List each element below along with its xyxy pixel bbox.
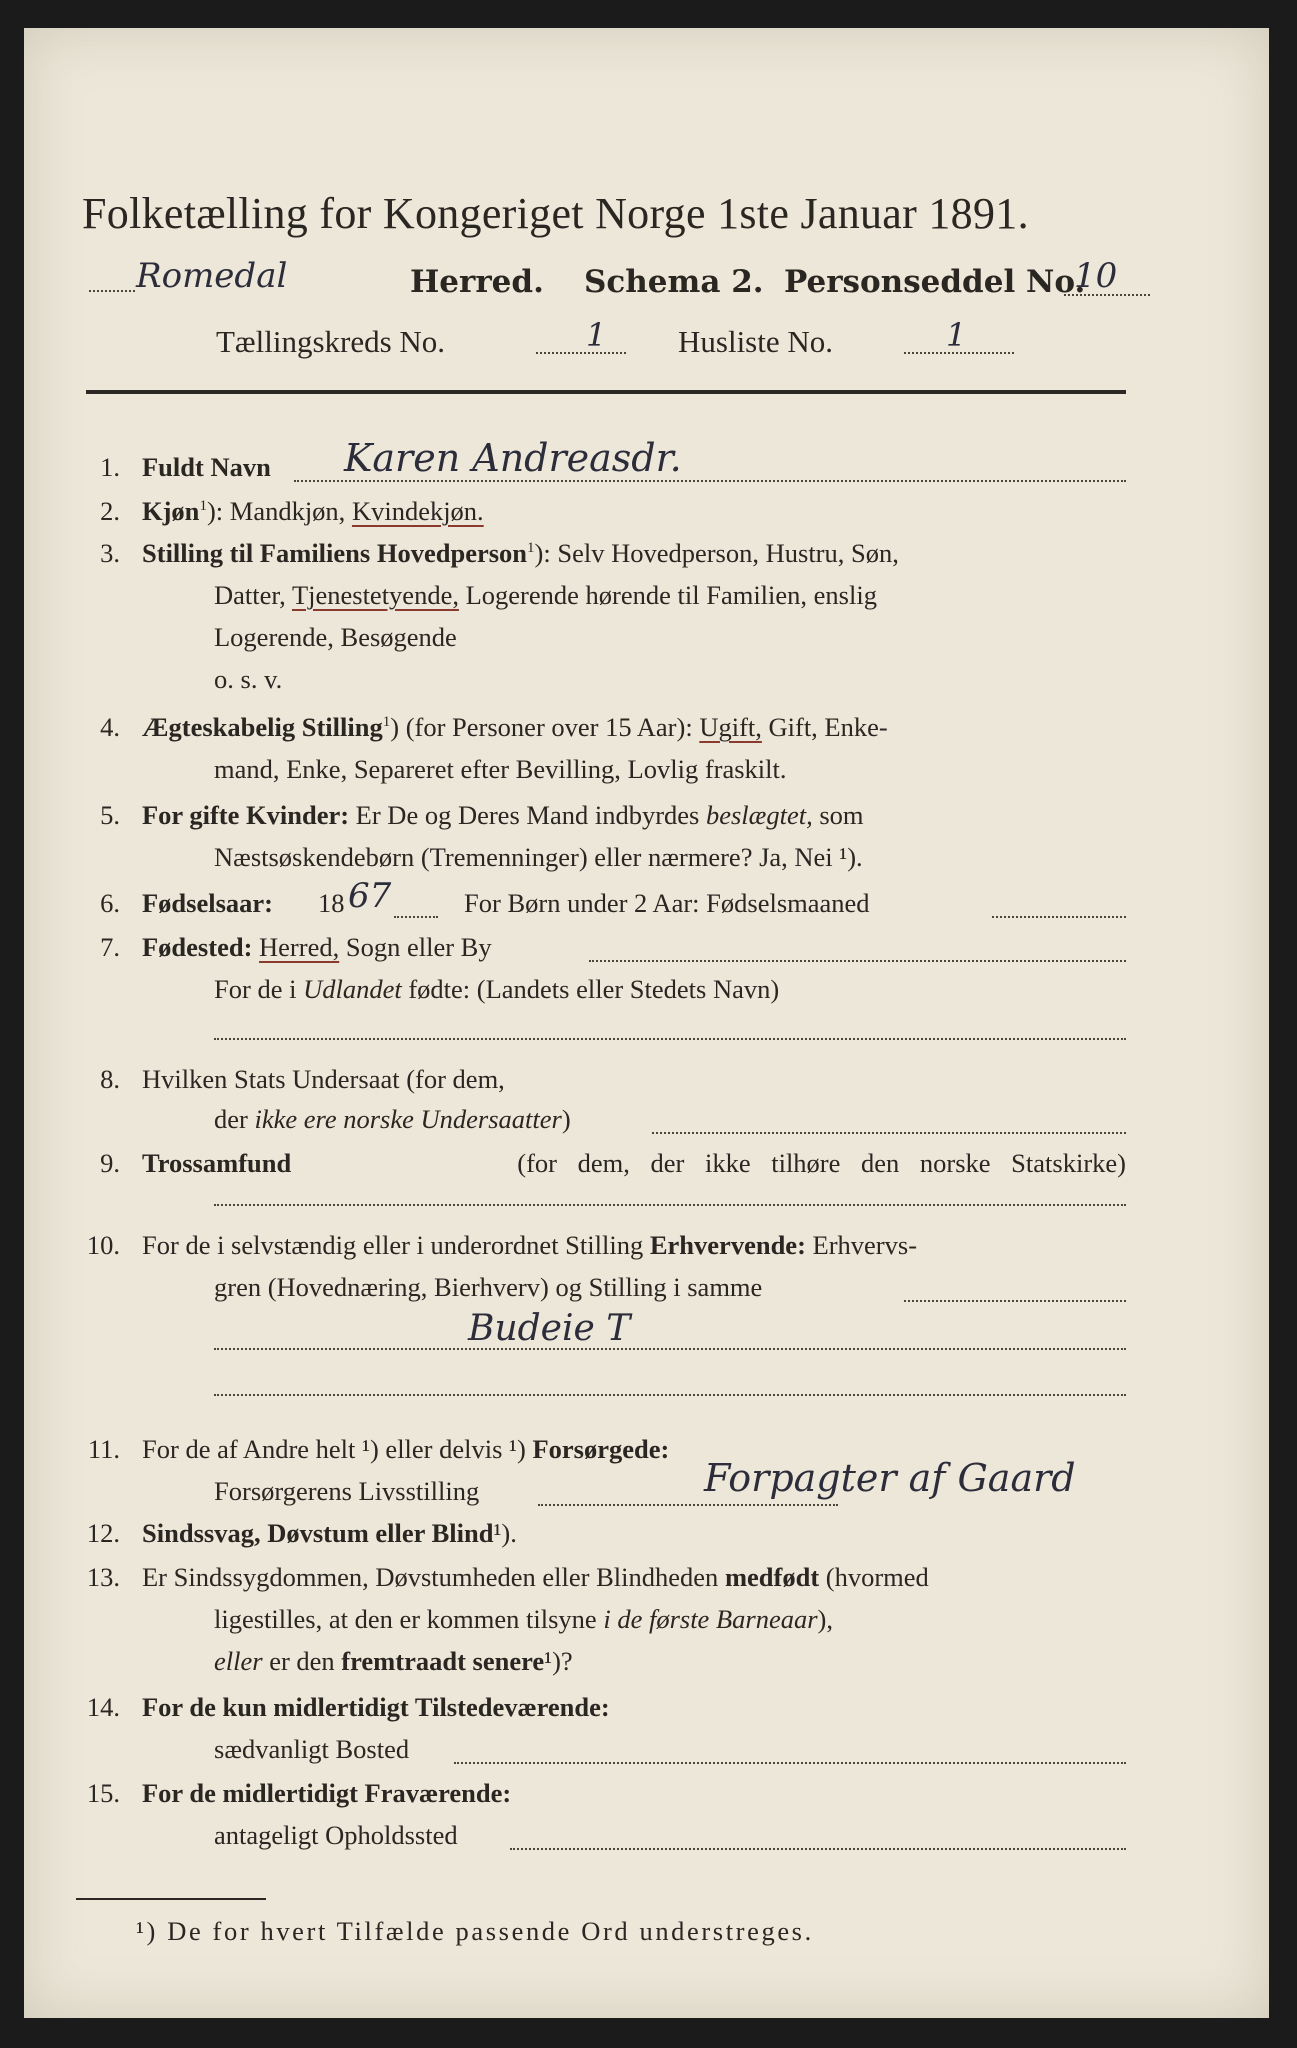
q3-line-1	[142, 538, 899, 569]
q7-number: 7.	[100, 932, 120, 962]
herred-label: Herred.	[410, 264, 544, 300]
q15-dotted-line	[510, 1848, 1126, 1850]
q2-label: Kjøn	[142, 496, 200, 526]
q8-dotted-line	[652, 1132, 1126, 1134]
personseddel-dotted-line	[1064, 294, 1150, 296]
q1-value: Karen Andreasdr.	[344, 436, 682, 480]
q4-line-1	[142, 712, 888, 743]
q14-dotted-line	[454, 1762, 1126, 1764]
q5-label: For gifte Kvinder:	[142, 800, 350, 830]
q4-line-2: mand, Enke, Separeret efter Bevilling, Lovlig fraskilt.	[214, 754, 787, 784]
q12-text: ¹).	[493, 1518, 517, 1548]
q13-text-3c: ¹)?	[544, 1646, 573, 1676]
q2-selected-option: Kvindekjøn.	[351, 496, 484, 526]
q4-label: Ægteskabelig Stilling	[142, 712, 383, 742]
q14-line-2: sædvanligt Bosted	[214, 1734, 410, 1764]
q9-answer-line	[214, 1204, 1126, 1206]
q10-text-end: Erhvervs-	[812, 1230, 918, 1260]
herred-dotted-line	[89, 290, 135, 292]
q4-options-1: Gift, Enke-	[768, 712, 888, 742]
q9-text: (for dem, der ikke tilhøre den norske Statskirke)	[517, 1148, 1126, 1178]
q5-italic: beslægtet,	[705, 800, 813, 830]
q13-text-end: (hvormed	[825, 1562, 929, 1592]
q13-number: 13.	[86, 1562, 120, 1592]
q10-line-1	[142, 1230, 917, 1261]
q7-answer-line	[214, 1038, 1126, 1040]
q8-line-2	[214, 1104, 571, 1135]
q8-italic: ikke ere norske Undersaatter	[254, 1104, 562, 1134]
q6-label: Fødselsaar:	[142, 888, 274, 918]
q13-italic-2: eller	[214, 1646, 263, 1676]
q8-line-1: Hvilken Stats Undersaat (for dem,	[142, 1064, 505, 1094]
q3-selected-option: Tjenestetyende,	[291, 580, 459, 610]
q2-number: 2.	[100, 496, 120, 526]
q15-line-1: For de midlertidigt Fraværende:	[142, 1778, 512, 1808]
q3-options-2b: Logerende hørende til Familien, enslig	[465, 580, 877, 610]
q11-text: For de af Andre helt ¹) eller delvis ¹)	[142, 1434, 526, 1464]
q10-value: Budeie T	[468, 1308, 631, 1349]
q1-number: 1.	[100, 452, 120, 482]
q12-number: 12.	[86, 1518, 120, 1548]
q7-selected-option: Herred,	[259, 932, 340, 962]
q12-line	[142, 1518, 517, 1549]
header-rule	[86, 390, 1126, 394]
q2-sup: 1	[199, 498, 207, 515]
q5-line-2: Næstsøskendebørn (Tremenninger) eller nærmere? Ja, Nei ¹).	[214, 842, 863, 872]
q13-text: Er Sindssygdommen, Døvstumheden eller Blindheden	[142, 1562, 719, 1592]
q11-label: Forsørgede:	[532, 1434, 670, 1464]
q9-line	[142, 1148, 1126, 1179]
q12-label: Sindssvag, Døvstum eller Blind	[142, 1518, 494, 1548]
q15-number: 15.	[86, 1778, 120, 1808]
q13-text-2b: ),	[817, 1604, 833, 1634]
q1-label: Fuldt Navn	[142, 452, 271, 482]
q15-line-2: antageligt Opholdssted	[214, 1820, 458, 1850]
q13-text-2a: ligestilles, at den er kommen tilsyne	[214, 1604, 597, 1634]
q10-line-2: gren (Hovednæring, Bierhverv) og Stilling i samme	[214, 1272, 763, 1302]
q4-qualifier: ) (for Personer over 15 Aar):	[390, 712, 693, 742]
q13-label: medfødt	[724, 1562, 820, 1592]
q3-options-1: ): Selv Hovedperson, Hustru, Søn,	[534, 538, 899, 568]
q8-number: 8.	[100, 1064, 120, 1094]
q3-line-3: Logerende, Besøgende	[214, 622, 457, 652]
q10-dotted-line-2	[214, 1348, 1126, 1350]
q7-label: Fødested:	[142, 932, 253, 962]
q11-value: Forpagter af Gaard	[704, 1456, 1076, 1500]
q13-line-2	[214, 1604, 833, 1635]
q10-dotted-line-3	[214, 1394, 1126, 1396]
husliste-label: Husliste No.	[678, 324, 833, 359]
q5-text-end: som	[819, 800, 864, 830]
q7-line-1	[142, 932, 492, 963]
q3-sup: 1	[527, 540, 535, 557]
q13-line-1	[142, 1562, 929, 1593]
q4-number: 4.	[100, 712, 120, 742]
q14-number: 14.	[86, 1692, 120, 1722]
personseddel-value: 10	[1074, 256, 1118, 296]
q13-line-3	[214, 1646, 573, 1677]
q13-italic: i de første Barneaar	[603, 1604, 818, 1634]
husliste-value: 1	[946, 316, 967, 354]
herred-value: Romedal	[136, 256, 288, 296]
personseddel-label: Personseddel No.	[784, 264, 1086, 300]
q7-options: Sogn eller By	[345, 932, 492, 962]
q13-label-2: fremtraadt senere	[341, 1646, 545, 1676]
q10-label: Erhvervende:	[649, 1230, 806, 1260]
kreds-label: Tællingskreds No.	[216, 324, 446, 359]
q2-rest: ): Mandkjøn,	[206, 496, 346, 526]
kreds-dotted-line	[536, 352, 626, 354]
q7-dotted-line	[589, 960, 1126, 962]
q10-number: 10.	[86, 1230, 120, 1260]
q11-line-2: Forsørgerens Livsstilling	[214, 1476, 480, 1506]
q4-selected-option: Ugift,	[699, 712, 762, 742]
q14-line-1: For de kun midlertidigt Tilstedeværende:	[142, 1692, 610, 1722]
q6-birth-month-label: For Børn under 2 Aar: Fødselsmaaned	[464, 888, 870, 918]
q3-number: 3.	[100, 538, 120, 568]
q11-line-1	[142, 1434, 669, 1465]
form-title: Folketælling for Kongeriget Norge 1ste Januar 1891.	[82, 189, 1029, 238]
kreds-value: 1	[586, 316, 607, 354]
q3-label: Stilling til Familiens Hovedperson	[142, 538, 528, 568]
schema-label: Schema 2.	[584, 264, 764, 300]
q4-sup: 1	[382, 714, 391, 731]
q6-value: 67	[348, 876, 392, 916]
q1-dotted-line	[294, 480, 1126, 482]
q11-dotted-line	[538, 1504, 838, 1506]
q5-line-1	[142, 800, 864, 831]
q5-number: 5.	[100, 800, 120, 830]
q9-number: 9.	[100, 1148, 120, 1178]
q6-label-2	[464, 888, 870, 919]
footnote-text: De for hvert Tilfælde passende Ord understreges.	[167, 1916, 814, 1946]
footnote-mark: ¹)	[136, 1916, 158, 1946]
q2-line	[142, 496, 484, 527]
q3-options-2a: Datter,	[214, 580, 286, 610]
q10-text: For de i selvstændig eller i underordnet Stilling	[142, 1230, 644, 1260]
q7-text-b: fødte: (Landets eller Stedets Navn)	[408, 974, 780, 1004]
q7-line-2	[214, 974, 779, 1005]
q11-number: 11.	[87, 1434, 120, 1464]
husliste-dotted-line	[904, 352, 1014, 354]
q6-dotted-line	[394, 916, 438, 918]
q7-text-a: For de i	[214, 974, 297, 1004]
census-form-sheet	[24, 28, 1269, 2018]
q6-number: 6.	[100, 888, 120, 918]
footnote-rule	[76, 1898, 266, 1900]
q3-line-4: o. s. v.	[214, 664, 283, 694]
q8-text-a: der	[214, 1104, 248, 1134]
q7-italic: Udlandet	[303, 974, 402, 1004]
q5-text: Er De og Deres Mand indbyrdes	[355, 800, 700, 830]
q6-prefix: 18	[318, 888, 345, 918]
q6-month-dotted-line	[992, 916, 1126, 918]
q3-line-2	[214, 580, 877, 611]
q10-dotted-line-1	[904, 1300, 1126, 1302]
q9-label: Trossamfund	[142, 1148, 292, 1178]
q8-text-b: )	[561, 1104, 571, 1134]
q13-text-3a: er den	[269, 1646, 335, 1676]
footnote	[136, 1916, 814, 1947]
